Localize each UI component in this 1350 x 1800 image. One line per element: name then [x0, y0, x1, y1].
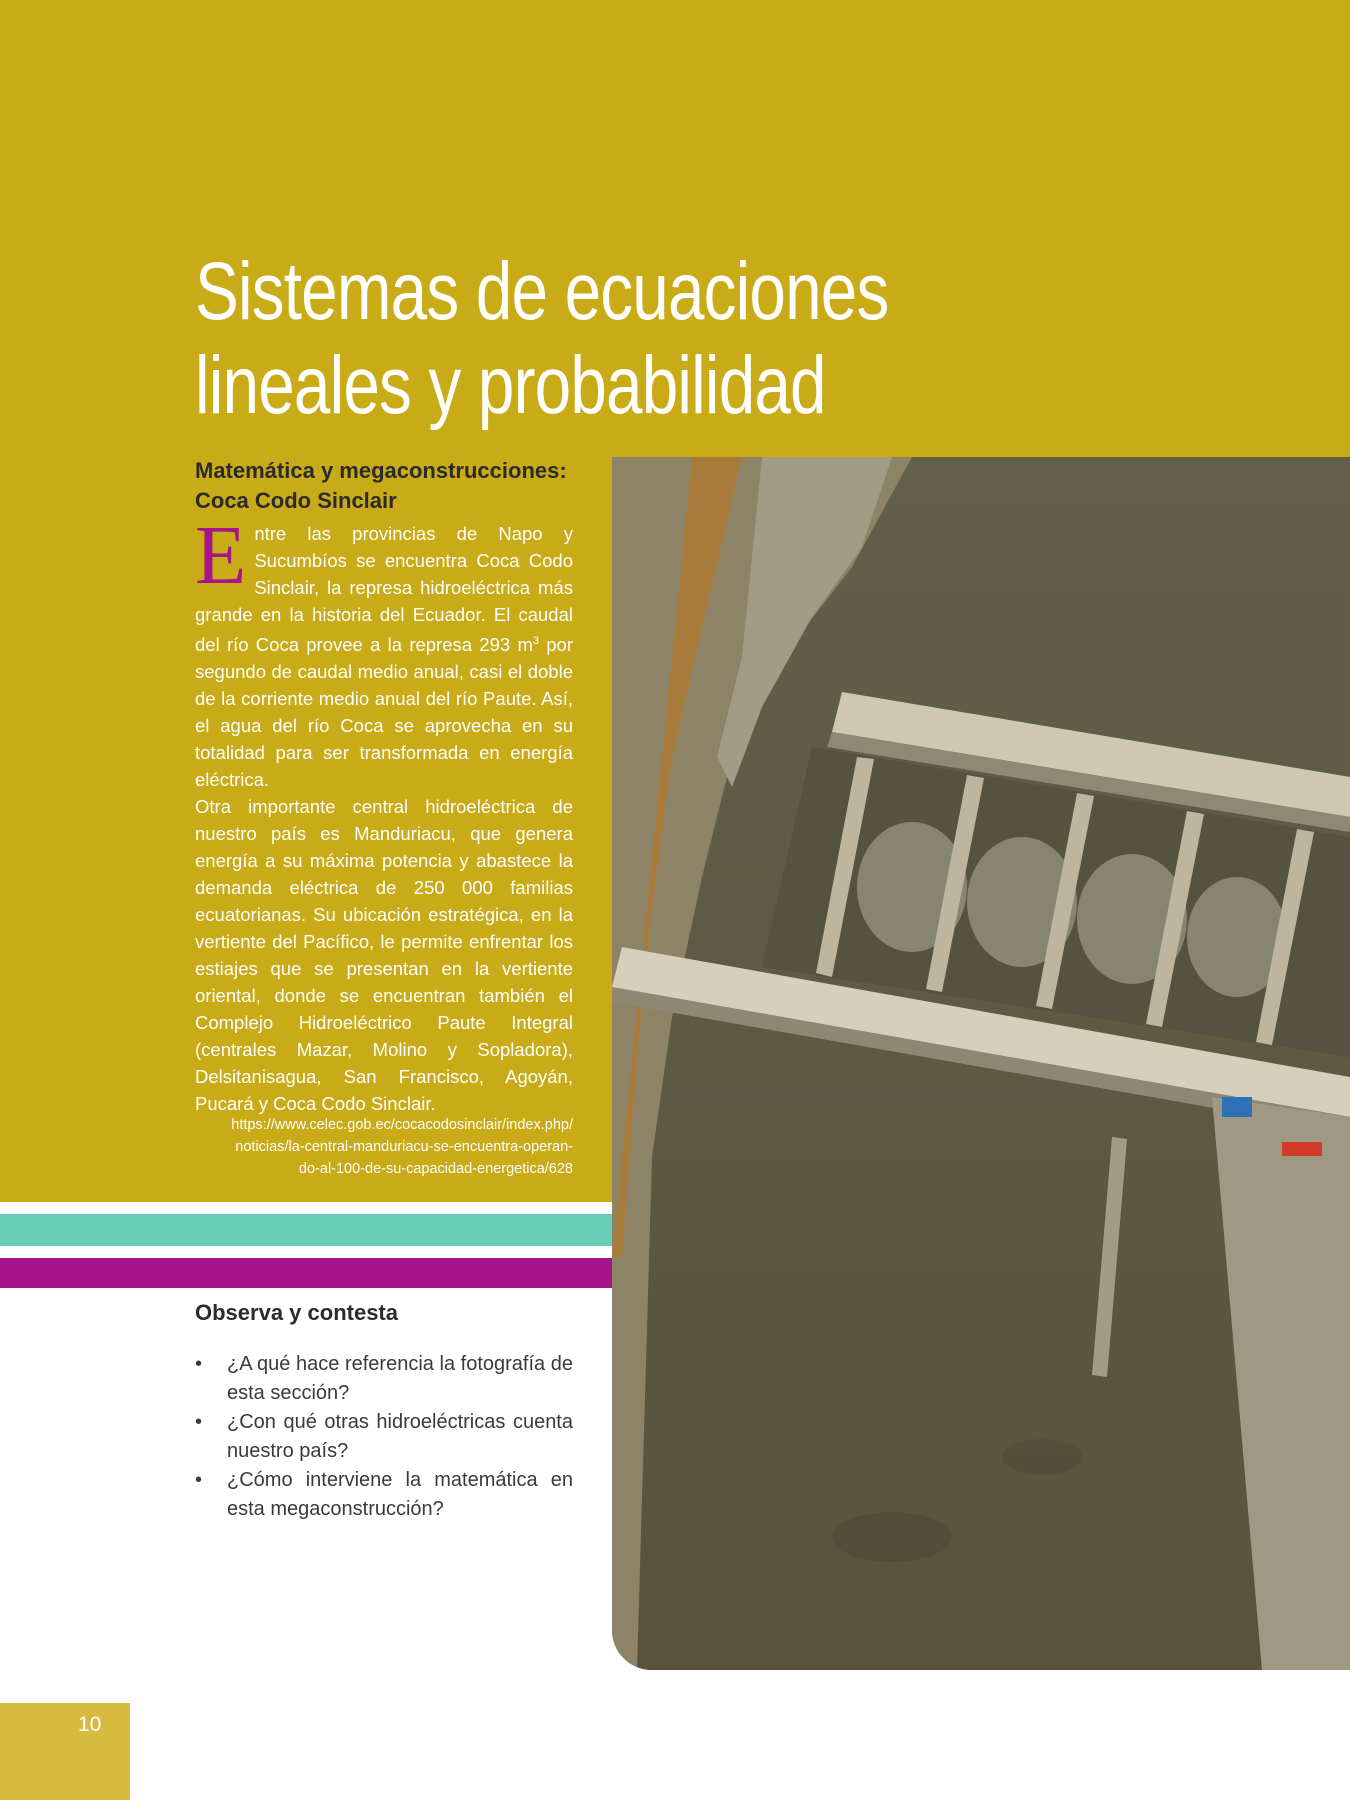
page-number: 10 [78, 1713, 102, 1736]
page-number-tab [0, 1703, 130, 1800]
question-item [195, 1466, 573, 1524]
observe-heading: Observa y contesta [195, 1300, 398, 1325]
article-heading-line-2: Coca Codo Sinclair [195, 488, 397, 513]
source-link[interactable] [195, 1114, 573, 1180]
question-text: ¿Con qué otras hidroeléctricas cuenta nuestro país? [227, 1411, 573, 1462]
crane-red [1282, 1142, 1322, 1156]
article-paragraph-2: Otra importante central hidroeléctrica de nuestro país es Manduriacu, que genera energía a su máxima potencia y abastece la demanda eléctrica de 250 000 familias ecuatorianas. Su ubicación estratégica, en la vertiente del Pacífico, le permite enfrentar los estiajes que se presentan en la vertiente oriental, donde se encuentran también el Complejo Hidroeléctrico Paute Integral (centrales Mazar, Molino y Sopladora), Delsitanisagua, San Francisco, Agoyán, Pucará y Coca Codo Sinclair. [195, 796, 573, 1114]
paragraph-1-text-b: por segundo de caudal medio anual, casi el doble de la corriente medio anual del río Paute. Así, el agua del río Coca se aprovecha en su totalidad para ser transformada en energía eléctrica. [195, 634, 573, 791]
page-title-line-1: Sistemas de ecuaciones [195, 245, 889, 337]
question-text: ¿A qué hace referencia la fotografía de esta sección? [227, 1353, 573, 1404]
bullet-icon: • [195, 1353, 203, 1375]
crane-blue [1222, 1097, 1252, 1117]
bullet-icon: • [195, 1411, 203, 1433]
water-shadow [1002, 1439, 1082, 1475]
stripe-gap [0, 1202, 612, 1214]
dam-aerial-photo [612, 457, 1350, 1670]
drop-cap: E [195, 509, 247, 602]
dam-photo-illustration [612, 457, 1350, 1670]
superscript-exponent: 3 [532, 635, 539, 647]
article-heading-line-1: Matemática y megaconstrucciones: [195, 458, 567, 483]
article-paragraph-1 [195, 509, 573, 793]
page-title-line-2: lineales y probabilidad [195, 339, 826, 431]
question-item [195, 1350, 573, 1408]
source-line-1: https://www.celec.gob.ec/cocacodosinclair/index.php/ [231, 1117, 573, 1133]
source-line-3: do-al-100-de-su-capacidad-energetica/628 [298, 1161, 573, 1177]
stripe-gap [0, 1246, 612, 1258]
question-text: ¿Cómo interviene la matemática en esta megaconstrucción? [227, 1469, 573, 1520]
question-list [195, 1350, 573, 1524]
article-heading [195, 456, 595, 516]
magenta-stripe [0, 1258, 612, 1288]
bullet-icon: • [195, 1469, 203, 1491]
teal-stripe [0, 1214, 612, 1246]
water-shadow [832, 1512, 952, 1562]
paragraph-1-text-a: ntre las provincias de Napo y Sucumbíos se encuentra Coca Codo Sinclair, la represa hidroeléctrica más grande en la historia del Ecuador. El caudal del río Coca provee a la represa 293 m [195, 523, 573, 656]
question-item [195, 1408, 573, 1466]
source-line-2: noticias/la-central-manduriacu-se-encuentra-operan- [235, 1139, 573, 1155]
page-title [195, 245, 889, 433]
